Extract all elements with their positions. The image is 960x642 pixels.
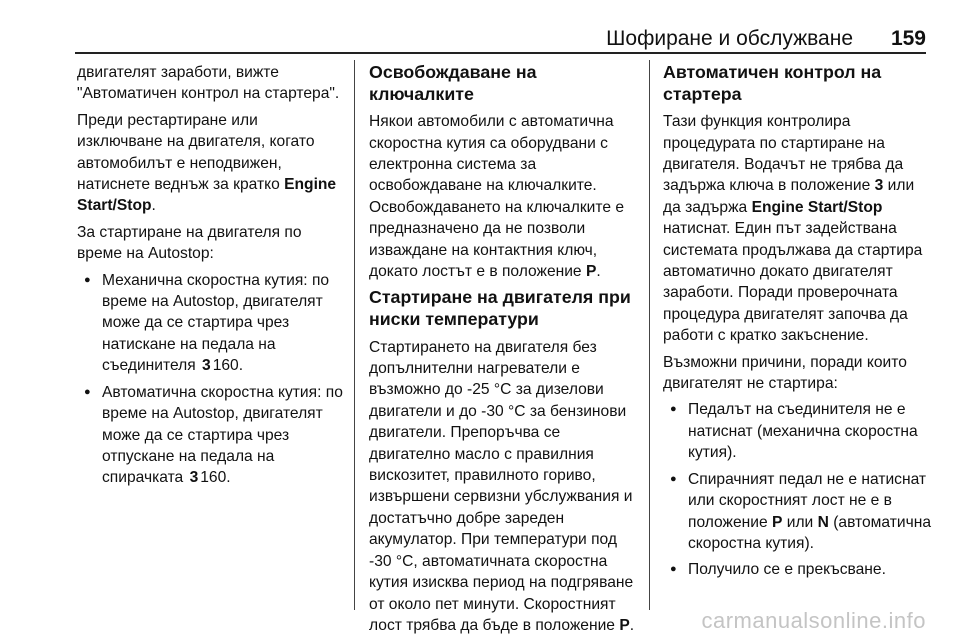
text: натиснат. Един път задействана системата продължава да стартира автоматично докато двигателят заработи. Поради проверочната процедура двигателят започва да работи с кратко закъснение.: [663, 220, 923, 345]
column-2: [369, 62, 637, 641]
text: (автоматична скоростна кутия).: [688, 513, 931, 552]
paragraph: [77, 110, 347, 217]
page-reference-icon: 3: [189, 469, 199, 487]
column-3: [663, 62, 931, 586]
column-divider-1: [354, 60, 355, 610]
gear-position: P: [619, 616, 630, 634]
page-number: 159: [890, 27, 926, 50]
text: или: [786, 513, 814, 531]
text: Някои автомобили с автоматична скоростна кутия са оборудвани с електронна система за освобождаване на ключалките. Освобождаването на ключалките е предназначено да не позволи изваждане на контактния ключ, докато лостът е в положение: [369, 113, 624, 281]
text: Автоматична скоростна кутия: по време на Autostop, двигателят може да се стартира чрез отпускане на педала на спирачката: [102, 383, 343, 487]
text: .: [596, 263, 601, 281]
text: .: [151, 197, 156, 215]
section-heading: Автоматичен контрол на стартера: [663, 62, 882, 104]
header-rule: [75, 52, 926, 54]
text: Спирачният педал не е натиснат или скоростният лост не е в положение: [688, 470, 927, 531]
paragraph: двигателят заработи, вижте "Автоматичен контрол на стартера".: [77, 64, 340, 103]
list-item: ● Получило се е прекъсване.: [663, 559, 931, 580]
page-reference[interactable]: 160.: [200, 469, 231, 487]
gear-position: P: [772, 513, 783, 531]
paragraph: [369, 111, 637, 282]
text: Механична скоростна кутия: по време на Autostop, двигателят може да се стартира чрез натискане на педала на съединителя: [102, 271, 330, 375]
bullet-list: [663, 399, 931, 580]
list-item: [663, 469, 931, 555]
page-header: [75, 24, 926, 54]
list-item: [77, 270, 347, 377]
gear-position: P: [585, 263, 597, 281]
bullet-list: [77, 270, 347, 489]
text: Преди рестартиране или изключване на двигателя, когато автомобилът е неподвижен, натиснете веднъж за кратко: [77, 111, 315, 194]
paragraph: Възможни причини, поради които двигателят не стартира:: [663, 353, 907, 393]
column-divider-2: [649, 60, 650, 610]
text: .: [629, 616, 635, 634]
list-item: ● Педалът на съединителя не е натиснат (механична скоростна кутия).: [663, 399, 931, 463]
section-heading: Стартиране на двигателя при ниски температури: [369, 287, 631, 330]
gear-position: N: [817, 513, 829, 531]
engine-start-stop-label: Engine Start/Stop: [751, 198, 883, 216]
paragraph: [369, 337, 637, 637]
page-reference[interactable]: 160.: [212, 357, 244, 375]
watermark: carmanualsonline.info: [701, 608, 926, 633]
list-item: [77, 382, 347, 489]
text: Стартирането на двигателя без допълнителни нагреватели е възможно до -25 °C за дизелови двигатели и до -30 °C за бензинови двигатели. Препоръчва се двигателно масло с правилния вискозитет, правилното гориво, извършени сервизни убслужвания и достатъчно добре зареден акумулатор. При температури под -30 °C, автоматичната скоростна кутия изисква период на подгряване от около пет минути. Скоростният лост трябва да бъде в положение: [369, 338, 634, 634]
engine-start-stop-label: Engine Start/Stop: [77, 176, 337, 215]
paragraph: За стартиране на двигателя по време на Autostop:: [77, 223, 302, 263]
column-1: [77, 62, 347, 494]
key-position: 3: [874, 177, 884, 195]
paragraph: [663, 111, 931, 346]
page-reference-icon: 3: [202, 357, 211, 375]
text: или да задържа: [663, 177, 915, 216]
header-title: Шофиране и обслужване: [606, 27, 853, 50]
text: Тази функция контролира процедурата по стартиране на двигателя. Водачът не трябва да задържа ключа в положение: [663, 113, 904, 195]
section-heading: Освобождаване на ключалките: [369, 62, 537, 104]
